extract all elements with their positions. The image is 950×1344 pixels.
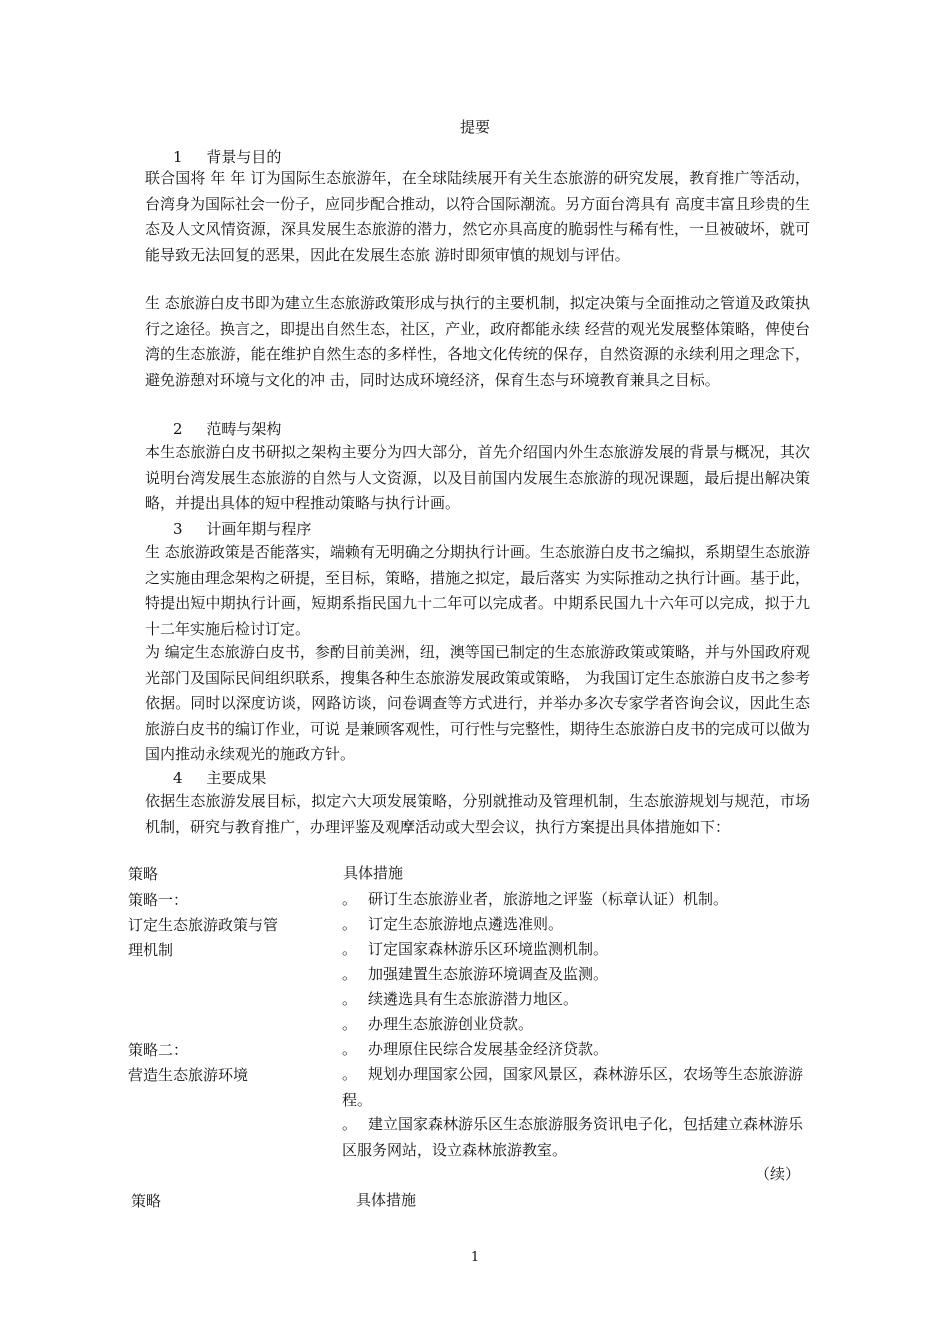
measure-item <box>342 987 808 1013</box>
bullet: 。 <box>342 1115 358 1133</box>
measure-item <box>342 1037 808 1063</box>
measure-text: 办理生态旅游创业贷款。 <box>368 1015 534 1033</box>
bullet: 。 <box>342 915 358 933</box>
section-title: 计画年期与程序 <box>206 520 312 538</box>
bullet: 。 <box>342 990 358 1008</box>
section-number: 3 <box>173 520 183 538</box>
paragraph: 本生态旅游白皮书研拟之架构主要分为四大部分，首先介绍国内外生态旅游发展的背景与概况，其次说明台湾发展生态旅游的自然与人文资源，以及目前国内发展生态旅游的现况课题，最后提出解决策略，并提出具体的短中程推动策略与执行计画。 <box>145 443 810 512</box>
measure-item <box>342 962 808 988</box>
bullet: 。 <box>342 890 358 908</box>
bullet: 。 <box>342 940 358 958</box>
bullet: 。 <box>342 1065 358 1083</box>
table-header-measures: 具体措施 <box>343 864 404 882</box>
section-title: 背景与目的 <box>206 148 282 166</box>
section-number: 2 <box>173 420 183 438</box>
continued-label: （续） <box>754 1165 800 1183</box>
measure-item <box>342 887 808 913</box>
paragraph: 生 态旅游政策是否能落实，端赖有无明确之分期执行计画。生态旅游白皮书之编拟，系期望生态旅游之实施由理念架构之研提，至目标，策略，措施之拟定，最后落实 为实际推动之执行计画。基于此，特提出短中期执行计画，短期系指民国九十二年可以完成者。中期系民国九十六年可以完成，拟于九十二年实施后检讨订定。 <box>145 543 810 638</box>
paragraph: 为 编定生态旅游白皮书，参酌目前美洲，纽，澳等国已制定的生态旅游政策或策略，并与外国政府观光部门及国际民间组织联系，搜集各种生态旅游发展政策或策略， 为我国订定生态旅游白皮书之参考依据。同时以深度访谈，网路访谈，问卷调查等方式进行，并举办多次专家学者咨询会议，因此生态旅游白皮书的编订作业，可说 是兼顾客观性，可行性与完整性，期待生态旅游白皮书的完成可以做为国内推动永续观光的施政方针。 <box>145 643 810 763</box>
measure-text: 规划办理国家公园，国家风景区，森林游乐区，农场等生态旅游游程。 <box>342 1065 804 1109</box>
measure-text: 研订生态旅游业者，旅游地之评鉴（标章认证）机制。 <box>368 890 729 908</box>
section-number: 4 <box>173 769 183 787</box>
section-title: 主要成果 <box>206 769 267 787</box>
paragraph: 联合国将 年 年 订为国际生态旅游年，在全球陆续展开有关生态旅游的研究发展，教育推广等活动，台湾身为国际社会一份子，应同步配合推动，以符合国际潮流。另方面台湾具有 高度丰富且珍贵的生态及人文风情资源，深具发展生态旅游的潜力，然它亦具高度的脆弱性与稀有性，一旦被破坏，就可能导致无法回复的恶果，因此在发展生态旅 游时即须审慎的规划与评估。 <box>145 169 810 264</box>
strategy-name: 策略二： <box>128 1041 189 1059</box>
measure-item <box>342 912 808 938</box>
measure-text: 加强建置生态旅游环境调查及监测。 <box>368 965 609 983</box>
strategy-desc-line: 订定生态旅游政策与管 <box>128 916 279 934</box>
strategy-desc-line: 营造生态旅游环境 <box>128 1066 249 1084</box>
section-heading <box>173 146 281 167</box>
measure-item <box>342 1012 808 1038</box>
measure-text: 续遴选具有生态旅游潜力地区。 <box>368 990 579 1008</box>
section-heading <box>173 518 311 539</box>
bullet: 。 <box>342 965 358 983</box>
paragraph: 生 态旅游白皮书即为建立生态旅游政策形成与执行的主要机制，拟定决策与全面推动之管道及政策执行之途径。换言之，即提出自然生态，社区，产业，政府都能永续 经营的观光发展整体策略，俾使台湾的生态旅游，能在维护自然生态的多样性，各地文化传统的保存，自然资源的永续利用之理念下，避免游憩对环境与文化的冲 击，同时达成环境经济，保育生态与环境教育兼具之目标。 <box>145 294 810 389</box>
measure-text: 订定国家森林游乐区环境监测机制。 <box>368 940 609 958</box>
measure-item <box>342 1112 808 1163</box>
bullet: 。 <box>342 1040 358 1058</box>
measure-item <box>342 1062 808 1113</box>
measure-text: 建立国家森林游乐区生态旅游服务资讯电子化，包括建立森林游乐区服务网站，设立森林旅游教室。 <box>342 1115 804 1159</box>
page-number: 1 <box>470 1250 480 1265</box>
paragraph: 依据生态旅游发展目标，拟定六大项发展策略，分别就推动及管理机制，生态旅游规划与规范，市场机制，研究与教育推广，办理评鉴及观摩活动或大型会议，执行方案提出具体措施如下： <box>145 792 810 836</box>
table-header-strategy: 策略 <box>131 1192 162 1210</box>
section-heading <box>173 767 266 788</box>
section-heading <box>173 418 281 439</box>
page-title: 提要 <box>459 118 490 136</box>
measure-text: 订定生态旅游地点遴选准则。 <box>368 915 564 933</box>
measure-text: 办理原住民综合发展基金经济贷款。 <box>368 1040 609 1058</box>
table-header-strategy: 策略 <box>128 865 159 883</box>
strategy-desc-line: 理机制 <box>128 941 174 959</box>
measure-item <box>342 937 808 963</box>
strategy-name: 策略一： <box>128 891 189 909</box>
table-header-measures: 具体措施 <box>356 1191 417 1209</box>
section-title: 范畴与架构 <box>206 420 282 438</box>
section-number: 1 <box>173 148 183 166</box>
bullet: 。 <box>342 1015 358 1033</box>
